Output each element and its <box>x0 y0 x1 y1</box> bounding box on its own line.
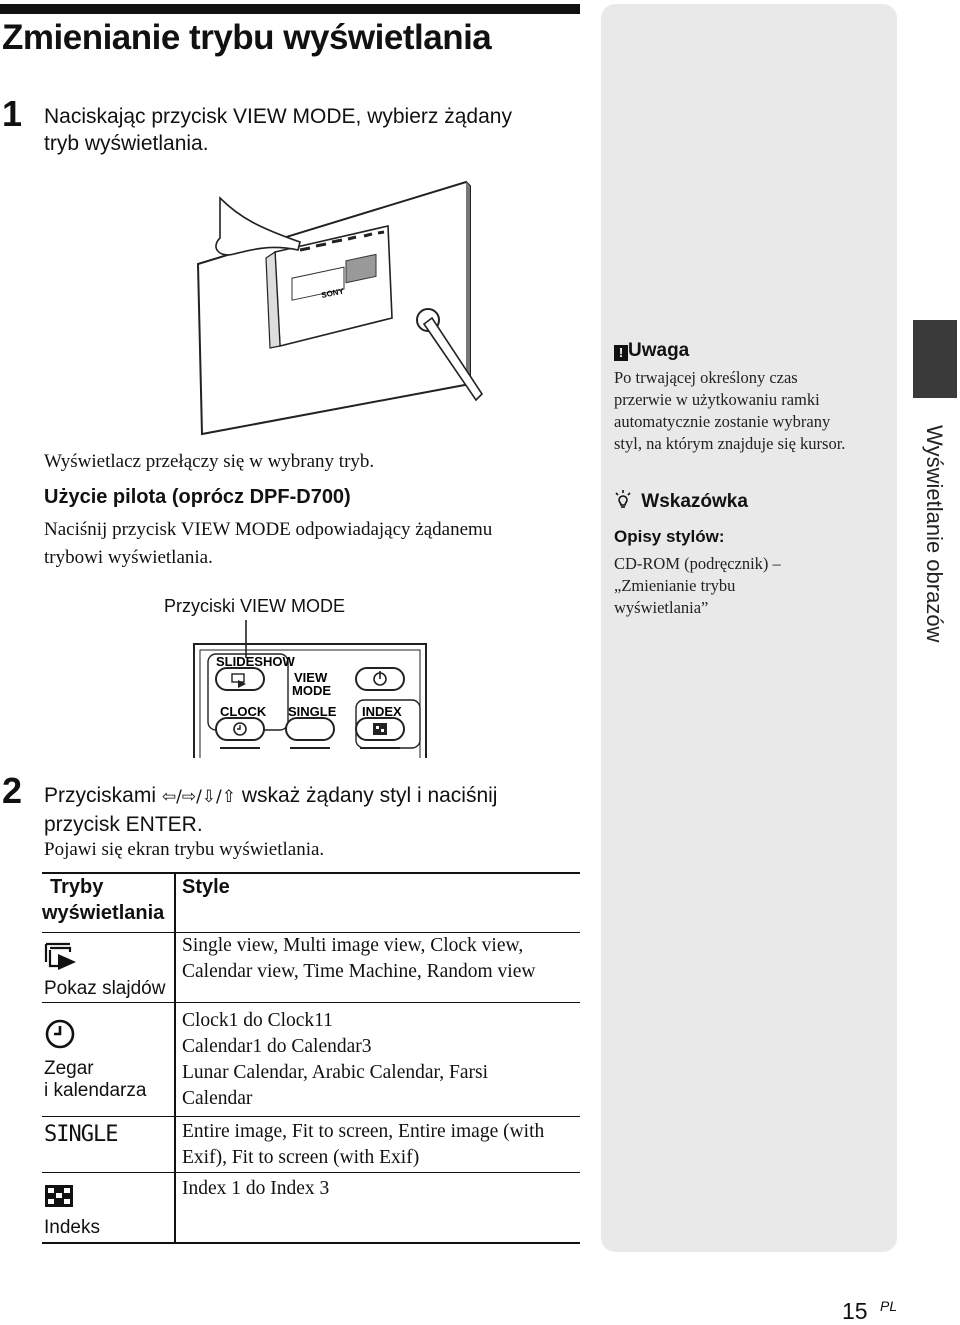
title-rule <box>0 4 580 14</box>
photo-frame-illustration <box>180 178 490 448</box>
page-language: PL <box>880 1298 898 1314</box>
tip-body: CD-ROM (podręcznik) – „Zmienianie trybu wyświetlania” <box>614 554 781 617</box>
table-mode-slideshow: Pokaz slajdów <box>44 978 166 999</box>
step-1-number: 1 <box>2 93 23 134</box>
slideshow-icon <box>44 942 78 970</box>
lightbulb-icon <box>614 490 632 510</box>
section-tab <box>913 320 957 398</box>
remote-heading: Użycie pilota (oprócz DPF-D700) <box>44 486 351 508</box>
index-icon <box>44 1184 74 1208</box>
tip-heading: Wskazówka <box>614 490 748 513</box>
modes-column-header: Tryby <box>50 876 104 898</box>
section-label: Wyświetlanie obrazów <box>922 425 947 643</box>
single-button-label: SINGLE <box>288 704 337 719</box>
slideshow-button-label: SLIDESHOW <box>216 654 295 669</box>
note-icon: ! <box>614 345 628 361</box>
clock-button-label: CLOCK <box>220 704 267 719</box>
step-2-instruction: Przyciskami ⇦/⇨/⇩/⇧ wskaż żądany styl i naciśnij przycisk ENTER. <box>44 784 498 836</box>
table-mode-clock: Zegar i kalendarza <box>44 1058 147 1101</box>
view-button-label: VIEW <box>294 670 328 685</box>
modes-table <box>42 872 580 1244</box>
remote-illustration <box>190 620 430 760</box>
step-2-number: 2 <box>2 770 23 811</box>
style-column-header: Style <box>182 876 230 898</box>
table-style-slideshow: Single view, Multi image view, Clock view, Calendar view, Time Machine, Random view <box>182 935 536 982</box>
clock-icon <box>44 1018 76 1050</box>
table-mode-index: Indeks <box>44 1217 100 1238</box>
arrow-keys-icons: ⇦/⇨/⇩/⇧ <box>161 787 237 807</box>
table-style-index: Index 1 do Index 3 <box>182 1178 330 1199</box>
step-2-result: Pojawi się ekran trybu wyświetlania. <box>44 839 325 860</box>
single-label: SINGLE <box>44 1122 118 1147</box>
remote-callout: Przyciski VIEW MODE <box>164 596 346 616</box>
step-1-instruction: Naciskając przycisk VIEW MODE, wybierz żądany tryb wyświetlania. <box>44 105 512 155</box>
tip-subheading: Opisy stylów: <box>614 527 725 546</box>
modes-column-header-2: wyświetlania <box>42 902 165 924</box>
mode-button-label: MODE <box>292 683 331 698</box>
frame-brand-label: SONY <box>320 286 345 300</box>
note-heading: ! Uwaga <box>614 340 689 362</box>
page-title: Zmienianie trybu wyświetlania <box>2 18 492 57</box>
side-panel <box>601 4 897 1252</box>
table-style-single: Entire image, Fit to screen, Entire image (with Exif), Fit to screen (with Exif) <box>182 1121 545 1168</box>
page-number: 15 <box>842 1298 868 1324</box>
step-1-result: Wyświetlacz przełączy się w wybrany tryb. <box>44 451 375 472</box>
table-style-clock: Clock1 do Clock11 Calendar1 do Calendar3 Lunar Calendar, Arabic Calendar, Farsi Calendar <box>182 1010 488 1109</box>
note-body: Po trwającej określony czas przerwie w użytkowaniu ramki automatycznie zostanie wybrany styl, na którym znajduje się kursor. <box>614 368 846 453</box>
remote-instruction: Naciśnij przycisk VIEW MODE odpowiadający żądanemu trybowi wyświetlania. <box>44 519 493 568</box>
index-button-label: INDEX <box>362 704 402 719</box>
